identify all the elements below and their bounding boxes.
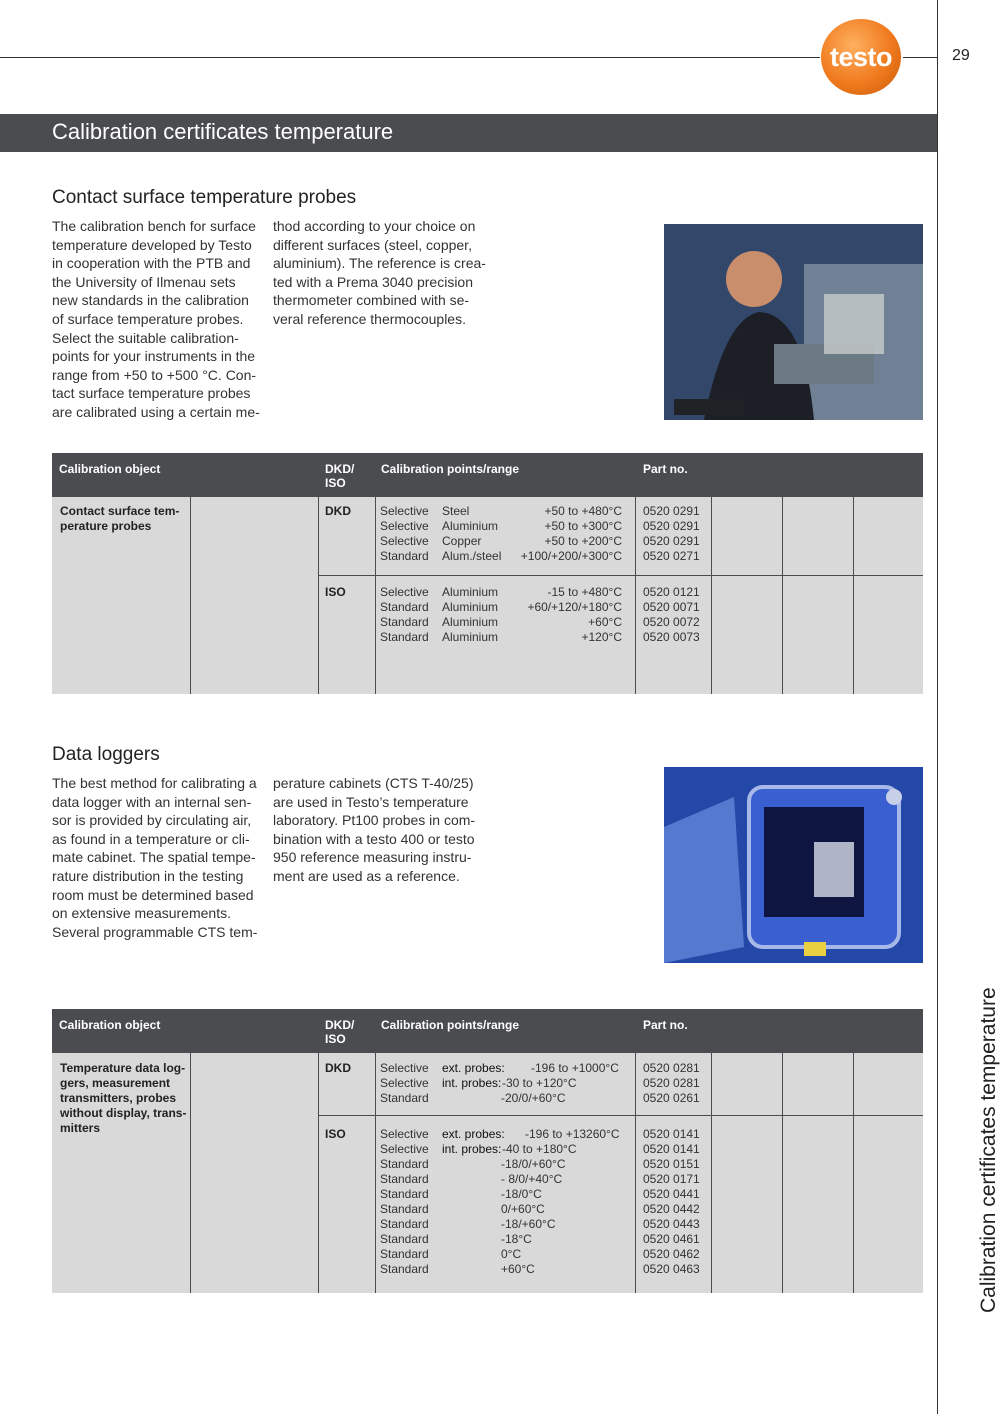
part-number: 0520 0151 — [643, 1157, 700, 1171]
page-number: 29 — [952, 47, 970, 64]
section-title-contact: Contact surface temperature probes — [52, 187, 357, 208]
table-row — [52, 1262, 923, 1277]
logo-text: testo — [829, 41, 892, 72]
table-row — [52, 1187, 923, 1202]
part-number: 0520 0261 — [643, 1091, 700, 1105]
page-title: Calibration certificates temperature — [52, 119, 394, 144]
method: Selective — [380, 519, 429, 533]
table-row — [52, 534, 923, 549]
table-row — [52, 549, 923, 564]
part-number: 0520 0072 — [643, 615, 700, 629]
range: - 8/0/+40°C — [501, 1172, 563, 1186]
range: -18°C — [501, 1232, 532, 1246]
method: Selective — [380, 1076, 429, 1090]
side-title: Calibration certificates temperature — [977, 987, 1000, 1313]
range: +100/+200/+300°C — [520, 549, 622, 563]
header-part-no: Part no. — [643, 1018, 688, 1032]
part-number: 0520 0171 — [643, 1172, 700, 1186]
title-bar — [0, 114, 937, 152]
table-row — [52, 1172, 923, 1187]
method: Standard — [380, 1217, 429, 1231]
method: Standard — [380, 549, 429, 563]
table-row — [52, 600, 923, 615]
type-iso: ISO — [325, 1127, 346, 1141]
climate-cabinet-photo — [664, 767, 923, 963]
range: +60°C — [588, 615, 622, 629]
table-row — [52, 615, 923, 630]
method: Standard — [380, 630, 429, 644]
section1-text-col1: The calibration bench for surface temperature developed by Testo in cooperation with the PTB and the University of Ilmenau sets new standards in the calibration of surface temperature probes. Select the suitable calibration- points for your instruments in the range from +50 to +500 °C. Con- tact surface temperature probes are calibrated using a certain me- — [52, 218, 260, 420]
method: Standard — [380, 1202, 429, 1216]
range: +50 to +200°C — [544, 534, 622, 548]
section1-text-col2: thod according to your choice on different surfaces (steel, copper, aluminium). The reference is crea- ted with a Prema 3040 precision thermometer combined with se- veral reference thermocouples. — [273, 218, 486, 327]
probe-type: ext. probes: — [442, 1127, 505, 1141]
part-number: 0520 0121 — [643, 585, 700, 599]
table-row — [52, 1232, 923, 1247]
part-number: 0520 0441 — [643, 1187, 700, 1201]
method: Standard — [380, 1262, 429, 1276]
part-number: 0520 0271 — [643, 549, 700, 563]
calibration-object: Contact surface tem- perature probes — [60, 504, 180, 533]
part-number: 0520 0291 — [643, 504, 700, 518]
header-part-no: Part no. — [643, 462, 688, 476]
table-contact-probes — [52, 453, 923, 694]
method: Standard — [380, 615, 429, 629]
table-row — [52, 519, 923, 534]
table-row — [52, 1061, 923, 1076]
section2-text-col2: perature cabinets (CTS T-40/25) are used in Testo’s temperature laboratory. Pt100 probes in com- bination with a testo 400 or testo 950 reference measuring instru- ment are used as a reference. — [273, 775, 476, 884]
probe-type: ext. probes: — [442, 1061, 505, 1075]
surface: Copper — [442, 534, 482, 548]
table-row — [52, 1217, 923, 1232]
surface: Aluminium — [442, 600, 499, 614]
part-number: 0520 0462 — [643, 1247, 700, 1261]
type-dkd: DKD — [325, 504, 351, 518]
row-sep — [318, 575, 923, 576]
part-number: 0520 0291 — [643, 534, 700, 548]
method: Selective — [380, 1142, 429, 1156]
section-title-data-loggers: Data loggers — [52, 744, 160, 765]
part-number: 0520 0281 — [643, 1076, 700, 1090]
section2-text-col1: The best method for calibrating a data logger with an internal sen- sor is provided by circulating air, as found in a temperature or cli- mate cabinet. The spatial tempe- rature distribution in the testing room must be determined based on extensive measurements. Several programmable CTS tem- — [52, 775, 258, 940]
testo-logo — [821, 19, 901, 95]
calibration-object: Temperature data log- gers, measurement transmitters, probes without display, trans- mitters — [60, 1061, 187, 1135]
range: +120°C — [581, 630, 622, 644]
header-calibration-object: Calibration object — [59, 1018, 161, 1032]
range: +60/+120/+180°C — [527, 600, 622, 614]
method: Selective — [380, 534, 429, 548]
part-number: 0520 0443 — [643, 1217, 700, 1231]
table-row — [52, 1127, 923, 1142]
table-row — [52, 630, 923, 645]
method: Standard — [380, 1157, 429, 1171]
range: -18/+60°C — [501, 1217, 556, 1231]
type-dkd: DKD — [325, 1061, 351, 1075]
table-row — [52, 1076, 923, 1091]
method: Standard — [380, 1247, 429, 1261]
part-number: 0520 0463 — [643, 1262, 700, 1276]
header-rule — [0, 57, 820, 58]
table-row — [52, 1157, 923, 1172]
row-sep — [318, 1115, 923, 1116]
method: Selective — [380, 585, 429, 599]
range: -30 to +120°C — [502, 1076, 577, 1090]
range: +50 to +480°C — [544, 504, 622, 518]
range: -18/0/+60°C — [501, 1157, 566, 1171]
surface: Aluminium — [442, 630, 499, 644]
method: Selective — [380, 1127, 429, 1141]
table-header — [52, 453, 923, 497]
range: +50 to +300°C — [544, 519, 622, 533]
method: Standard — [380, 600, 429, 614]
surface: Aluminium — [442, 519, 499, 533]
range: 0/+60°C — [501, 1202, 545, 1216]
table-row — [52, 1091, 923, 1106]
probe-type: int. probes: — [442, 1076, 502, 1090]
part-number: 0520 0281 — [643, 1061, 700, 1075]
table-row — [52, 585, 923, 600]
part-number: 0520 0461 — [643, 1232, 700, 1246]
range: +60°C — [501, 1262, 535, 1276]
range: -196 to +13260°C — [525, 1127, 620, 1141]
surface: Alum./steel — [442, 549, 502, 563]
table-body — [52, 497, 923, 694]
surface: Aluminium — [442, 585, 499, 599]
margin-rule — [937, 0, 938, 1414]
part-number: 0520 0141 — [643, 1142, 700, 1156]
header-dkd-iso: DKD/ ISO — [325, 462, 355, 490]
header-calibration-object: Calibration object — [59, 462, 161, 476]
part-number: 0520 0442 — [643, 1202, 700, 1216]
type-iso: ISO — [325, 585, 346, 599]
method: Standard — [380, 1091, 429, 1105]
header-calibration-points: Calibration points/range — [381, 1018, 520, 1032]
header-dkd-iso: DKD/ ISO — [325, 1018, 355, 1046]
table-data-loggers — [52, 1009, 923, 1293]
range: -20/0/+60°C — [501, 1091, 566, 1105]
table-row — [52, 1247, 923, 1262]
probe-type: int. probes: — [442, 1142, 502, 1156]
range: 0°C — [501, 1247, 522, 1261]
table-header — [52, 1009, 923, 1053]
header-calibration-points: Calibration points/range — [381, 462, 520, 476]
method: Standard — [380, 1232, 429, 1246]
method: Standard — [380, 1172, 429, 1186]
part-number: 0520 0071 — [643, 600, 700, 614]
method: Selective — [380, 504, 429, 518]
part-number: 0520 0141 — [643, 1127, 700, 1141]
header-rule-right — [903, 57, 937, 58]
surface: Steel — [442, 504, 470, 518]
range: -18/0°C — [501, 1187, 542, 1201]
table-row — [52, 1202, 923, 1217]
part-number: 0520 0291 — [643, 519, 700, 533]
table-row — [52, 1142, 923, 1157]
method: Standard — [380, 1187, 429, 1201]
part-number: 0520 0073 — [643, 630, 700, 644]
table-body — [52, 1053, 923, 1293]
range: -15 to +480°C — [547, 585, 622, 599]
table-row — [52, 504, 923, 519]
range: -196 to +1000°C — [531, 1061, 619, 1075]
range: -40 to +180°C — [502, 1142, 577, 1156]
calibration-bench-photo — [664, 224, 923, 420]
surface: Aluminium — [442, 615, 499, 629]
method: Selective — [380, 1061, 429, 1075]
